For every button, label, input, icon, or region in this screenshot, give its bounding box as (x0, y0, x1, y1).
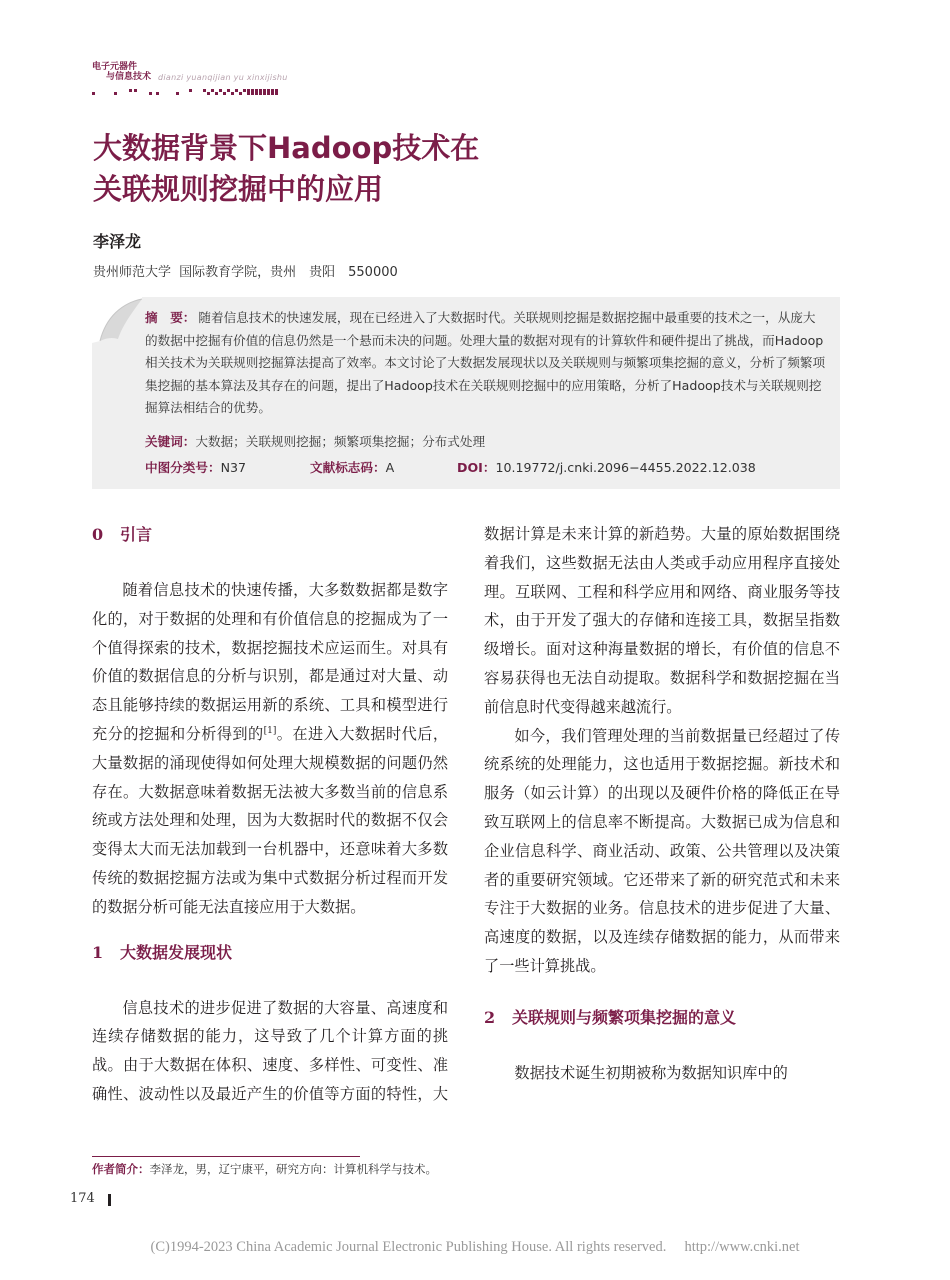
keywords-line (145, 431, 485, 450)
page-curl-icon (92, 297, 142, 343)
keywords-value: 大数据；关联规则挖掘；频繁项集挖掘；分布式处理 (195, 434, 486, 449)
section-0-heading: 0 引言 (92, 525, 153, 544)
article-title (93, 128, 793, 210)
author-affiliation: 贵州师范大学 国际教育学院，贵州 贵阳 550000 (93, 265, 398, 280)
journal-badge (92, 62, 288, 82)
author-name: 李泽龙 (93, 232, 142, 251)
copyright-notice: (C)1994-2023 China Academic Journal Electronic Publishing House. All rights reserved. http://www.cnki.net (150, 1239, 800, 1255)
title-line-2: 关联规则挖掘中的应用 (93, 172, 384, 206)
section-1-heading: 1 大数据发展现状 (92, 942, 233, 962)
decorative-dots-icon (92, 88, 292, 98)
clc-value: N37 (220, 460, 247, 475)
doi-label: DOI： (457, 460, 496, 475)
abstract-text (145, 307, 828, 420)
doc-code-label: 文献标志码： (310, 460, 386, 475)
abstract-box (92, 297, 840, 489)
footnote-rule (92, 1156, 360, 1157)
footnote-label: 作者简介： (92, 1162, 150, 1176)
section-1-paragraph-2: 如今，我们管理处理的当前数据量已经超过了传统系统的处理能力，这也适用于数据挖掘。新技术和服务（如云计算）的出现以及硬件价格的降低正在导致互联网上的信息率不断提高。大数据已成为信息和企业信息科学、商业活动、政策、公共管理以及决策者的重要研究领域。它还带来了新的研究范式和未来专注于大数据的业务。信息技术的进步促进了大量、高速度的数据，以及连续存储数据的能力，从而带来了一些计算挑战。 (484, 726, 840, 975)
section-1-paragraph-1-continued: 数据计算是未来计算的新趋势。大量的原始数据围绕着我们，这些数据无法由人类或手动应用程序直接处理。互联网、工程和科学应用和网络、商业服务等技术，由于开发了强大的存储和连接工具，数据呈指数级增长。面对这种海量数据的增长，有价值的信息不容易获得也无法自动提取。数据科学和数据挖掘在当前信息时代变得越来越流行。 (484, 525, 840, 716)
keywords-label: 关键词： (145, 434, 196, 449)
page-number: 174 (70, 1191, 95, 1206)
title-line-1: 大数据背景下Hadoop技术在 (93, 131, 480, 165)
classification-line (145, 457, 756, 476)
section-0-paragraph: 随着信息技术的快速传播，大多数数据都是数字化的，对于数据的处理和有价值信息的挖掘成为了一个值得探索的技术，数据挖掘技术应运而生。对具有价值的数据信息的分析与识别，都是通过对大量、动态且能够持续的数据运用新的系统、工具和模型进行充分的挖掘和分析得到的[1]。在进入大数据时代后，大量数据的涌现使得如何处理大规模数据的问题仍然存在。大数据意味着数据无法被大多数当前的信息系统或方法处理和处理，因为大数据时代的数据不仅会变得太大而无法加载到一台机器中，还意味着大多数传统的数据挖掘方法或为集中式数据分析过程而开发的数据分析可能无法直接应用于大数据。 (92, 581, 449, 916)
page-number-bar (108, 1194, 111, 1206)
abstract-body: 随着信息技术的快速发展，现在已经进入了大数据时代。关联规则挖掘是数据挖掘中最重要的技术之一，从庞大的数据中挖掘有价值的信息仍然是一个悬而未决的问题。处理大量的数据对现有的计算软件和硬件提出了挑战，而Hadoop相关技术为关联规则挖掘算法提高了效率。本文讨论了大数据发展现状以及关联规则与频繁项集挖掘的意义，分析了频繁项集挖掘的基本算法及其存在的问题，提出了Hadoop技术在关联规则挖掘中的应用策略，分析了Hadoop技术与关联规则挖掘算法相结合的优势。 (145, 310, 826, 415)
doi-value: 10.19772/j.cnki.2096−4455.2022.12.038 (495, 460, 756, 475)
abstract-label: 摘 要： (145, 310, 196, 325)
author-footnote (92, 1161, 437, 1177)
right-column (484, 520, 840, 1088)
section-2-paragraph-1: 数据技术诞生初期被称为数据知识库中的 (514, 1063, 788, 1082)
doc-code-value: A (385, 460, 395, 475)
footnote-text: 李泽龙，男，辽宁康平，研究方向：计算机科学与技术。 (149, 1162, 437, 1176)
citation-ref: [1] (263, 725, 277, 736)
section-2-heading: 2 关联规则与频繁项集挖掘的意义 (484, 1007, 737, 1027)
left-column (92, 520, 448, 1109)
journal-pinyin: dianzi yuanqijian yu xinxijishu (158, 73, 288, 82)
clc-label: 中图分类号： (145, 460, 221, 475)
journal-name-line1: 电子元器件 (92, 62, 138, 72)
section-1-paragraph-1: 信息技术的进步促进了数据的大容量、高速度和连续存储数据的能力，这导致了几个计算方面的挑战。由于大数据在体积、速度、多样性、可变性、准确性、波动性以及最近产生的价值等方面的特性，大 (92, 998, 448, 1103)
journal-name-line2: 与信息技术 (106, 72, 152, 82)
